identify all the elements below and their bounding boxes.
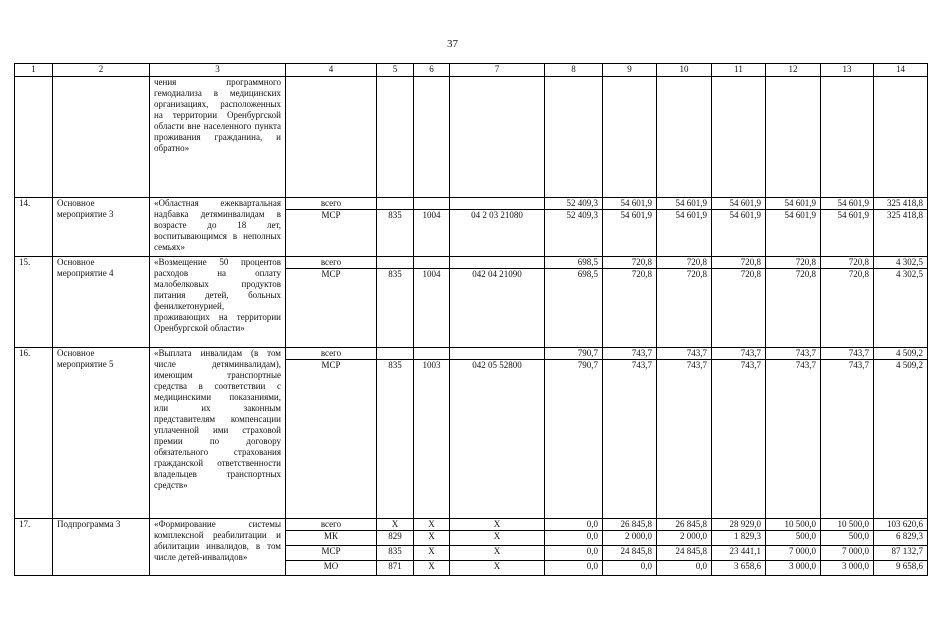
row-number: 15. bbox=[15, 257, 53, 348]
amount-cell: 54 601,9 bbox=[766, 210, 821, 257]
funding-source: МСР bbox=[286, 360, 377, 519]
amount-cell: 26 845,8 bbox=[603, 519, 657, 531]
amount-cell: 4 509,2 bbox=[874, 348, 928, 360]
amount-cell: 720,8 bbox=[821, 269, 874, 348]
column-header-row bbox=[15, 64, 928, 77]
cell-value bbox=[450, 348, 545, 360]
amount-cell: 54 601,9 bbox=[657, 210, 712, 257]
amount-cell: 7 000,0 bbox=[766, 546, 821, 561]
amount-cell: 9 658,6 bbox=[874, 561, 928, 576]
amount-cell: 743,7 bbox=[766, 348, 821, 360]
amount-cell: 10 500,0 bbox=[766, 519, 821, 531]
amount-cell: 54 601,9 bbox=[766, 198, 821, 210]
funding-source: МСР bbox=[286, 546, 377, 561]
cell-value: Х bbox=[414, 519, 450, 531]
column-header: 14 bbox=[874, 64, 928, 77]
cell-value bbox=[377, 198, 414, 210]
cell-value: 871 bbox=[377, 561, 414, 576]
row-type: Основное мероприятие 3 bbox=[53, 198, 150, 257]
cell-value: Х bbox=[450, 531, 545, 546]
amount-cell: 4 302,5 bbox=[874, 269, 928, 348]
column-header: 11 bbox=[712, 64, 766, 77]
table-row bbox=[15, 519, 928, 531]
column-header: 8 bbox=[545, 64, 603, 77]
amount-cell: 26 845,8 bbox=[657, 519, 712, 531]
funding-source: МО bbox=[286, 561, 377, 576]
amount-cell: 698,5 bbox=[545, 257, 603, 269]
row-description: «Областная ежеквартальная надбавка детяминвалидам в возрасте до 18 лет, воспитывающимся в неполных семьях» bbox=[150, 198, 286, 257]
amount-cell: 325 418,8 bbox=[874, 210, 928, 257]
continuation-description: чения программного гемодиализа в медицинских организациях, расположенных на территории Оренбургской области вне населенного пункта проживания гражданина, и обратно» bbox=[150, 77, 286, 198]
amount-cell: 24 845,8 bbox=[657, 546, 712, 561]
amount-cell: 0,0 bbox=[545, 519, 603, 531]
row-description: «Возмещение 50 процентов расходов на оплату малобелковых продуктов питания детей, больных фенилкетонурией, проживающих на территории Оренбургской области» bbox=[150, 257, 286, 348]
amount-cell: 720,8 bbox=[821, 257, 874, 269]
amount-cell: 720,8 bbox=[657, 269, 712, 348]
amount-cell: 743,7 bbox=[821, 348, 874, 360]
amount-cell: 720,8 bbox=[657, 257, 712, 269]
page-number: 37 bbox=[447, 38, 458, 50]
amount-cell: 720,8 bbox=[712, 269, 766, 348]
amount-cell: 54 601,9 bbox=[712, 210, 766, 257]
amount-cell: 54 601,9 bbox=[603, 198, 657, 210]
table-row bbox=[15, 348, 928, 360]
amount-cell: 720,8 bbox=[603, 269, 657, 348]
amount-cell: 4 302,5 bbox=[874, 257, 928, 269]
cell-value: 04 2 03 21080 bbox=[450, 210, 545, 257]
cell-value: 1004 bbox=[414, 210, 450, 257]
amount-cell: 743,7 bbox=[603, 348, 657, 360]
amount-cell: 52 409,3 bbox=[545, 198, 603, 210]
column-header: 2 bbox=[53, 64, 150, 77]
amount-cell: 743,7 bbox=[603, 360, 657, 519]
table-row bbox=[15, 257, 928, 269]
program-table bbox=[14, 63, 928, 576]
amount-cell: 1 829,3 bbox=[712, 531, 766, 546]
row-description: «Выплата инвалидам (в том числе детяминвалидам), имеющим транспортные средства в соответствии с медицинскими показаниями, или их законным представителям компенсации уплаченной ими страховой премии по договору обязательного страхования гражданской ответственности владельцев транспортных средств» bbox=[150, 348, 286, 519]
column-header: 7 bbox=[450, 64, 545, 77]
cell-value: Х bbox=[414, 561, 450, 576]
row-description: «Формирование системы комплексной реабилитации и абилитации инвалидов, в том числе детей-инвалидов» bbox=[150, 519, 286, 576]
amount-cell: 790,7 bbox=[545, 348, 603, 360]
cell-value: Х bbox=[377, 519, 414, 531]
row-type: Основное мероприятие 5 bbox=[53, 348, 150, 519]
amount-cell: 52 409,3 bbox=[545, 210, 603, 257]
cell-value: 835 bbox=[377, 360, 414, 519]
amount-cell: 720,8 bbox=[766, 257, 821, 269]
cell-value bbox=[377, 257, 414, 269]
column-header: 6 bbox=[414, 64, 450, 77]
amount-cell: 2 000,0 bbox=[603, 531, 657, 546]
cell-value: 835 bbox=[377, 210, 414, 257]
amount-cell: 103 620,6 bbox=[874, 519, 928, 531]
continuation-row bbox=[15, 77, 928, 198]
amount-cell: 4 509,2 bbox=[874, 360, 928, 519]
column-header: 5 bbox=[377, 64, 414, 77]
row-type: Подпрограмма 3 bbox=[53, 519, 150, 576]
amount-cell: 0,0 bbox=[545, 561, 603, 576]
amount-cell: 743,7 bbox=[821, 360, 874, 519]
funding-source: всего bbox=[286, 519, 377, 531]
cell-value: Х bbox=[414, 546, 450, 561]
amount-cell: 54 601,9 bbox=[821, 198, 874, 210]
amount-cell: 720,8 bbox=[766, 269, 821, 348]
cell-value bbox=[414, 257, 450, 269]
amount-cell: 743,7 bbox=[712, 360, 766, 519]
funding-source: всего bbox=[286, 348, 377, 360]
amount-cell: 720,8 bbox=[712, 257, 766, 269]
amount-cell: 743,7 bbox=[657, 348, 712, 360]
amount-cell: 720,8 bbox=[603, 257, 657, 269]
column-header: 13 bbox=[821, 64, 874, 77]
amount-cell: 0,0 bbox=[657, 561, 712, 576]
column-header: 4 bbox=[286, 64, 377, 77]
amount-cell: 0,0 bbox=[545, 531, 603, 546]
column-header: 10 bbox=[657, 64, 712, 77]
amount-cell: 24 845,8 bbox=[603, 546, 657, 561]
cell-value: 1003 bbox=[414, 360, 450, 519]
cell-value: 1004 bbox=[414, 269, 450, 348]
row-number: 14. bbox=[15, 198, 53, 257]
amount-cell: 87 132,7 bbox=[874, 546, 928, 561]
cell-value: Х bbox=[450, 546, 545, 561]
amount-cell: 3 000,0 bbox=[821, 561, 874, 576]
cell-value bbox=[377, 348, 414, 360]
column-header: 1 bbox=[15, 64, 53, 77]
funding-source: всего bbox=[286, 257, 377, 269]
amount-cell: 3 000,0 bbox=[766, 561, 821, 576]
amount-cell: 10 500,0 bbox=[821, 519, 874, 531]
cell-value: Х bbox=[450, 519, 545, 531]
funding-source: всего bbox=[286, 198, 377, 210]
cell-value bbox=[414, 198, 450, 210]
amount-cell: 500,0 bbox=[766, 531, 821, 546]
cell-value: Х bbox=[414, 531, 450, 546]
cell-value: Х bbox=[450, 561, 545, 576]
cell-value bbox=[414, 348, 450, 360]
amount-cell: 54 601,9 bbox=[712, 198, 766, 210]
table-row bbox=[15, 198, 928, 210]
cell-value: 829 bbox=[377, 531, 414, 546]
column-header: 12 bbox=[766, 64, 821, 77]
amount-cell: 2 000,0 bbox=[657, 531, 712, 546]
amount-cell: 743,7 bbox=[766, 360, 821, 519]
cell-value bbox=[450, 257, 545, 269]
amount-cell: 54 601,9 bbox=[603, 210, 657, 257]
row-number: 17. bbox=[15, 519, 53, 576]
amount-cell: 3 658,6 bbox=[712, 561, 766, 576]
funding-source: МСР bbox=[286, 269, 377, 348]
amount-cell: 325 418,8 bbox=[874, 198, 928, 210]
cell-value: 042 04 21090 bbox=[450, 269, 545, 348]
row-number: 16. bbox=[15, 348, 53, 519]
amount-cell: 500,0 bbox=[821, 531, 874, 546]
row-type: Основное мероприятие 4 bbox=[53, 257, 150, 348]
amount-cell: 743,7 bbox=[712, 348, 766, 360]
amount-cell: 28 929,0 bbox=[712, 519, 766, 531]
amount-cell: 0,0 bbox=[545, 546, 603, 561]
cell-value: 835 bbox=[377, 269, 414, 348]
amount-cell: 7 000,0 bbox=[821, 546, 874, 561]
cell-value: 042 05 52800 bbox=[450, 360, 545, 519]
cell-value: 835 bbox=[377, 546, 414, 561]
amount-cell: 743,7 bbox=[657, 360, 712, 519]
column-header: 3 bbox=[150, 64, 286, 77]
column-header: 9 bbox=[603, 64, 657, 77]
amount-cell: 0,0 bbox=[603, 561, 657, 576]
amount-cell: 790,7 bbox=[545, 360, 603, 519]
amount-cell: 698,5 bbox=[545, 269, 603, 348]
amount-cell: 54 601,9 bbox=[657, 198, 712, 210]
funding-source: МК bbox=[286, 531, 377, 546]
cell-value bbox=[450, 198, 545, 210]
amount-cell: 6 829,3 bbox=[874, 531, 928, 546]
amount-cell: 54 601,9 bbox=[821, 210, 874, 257]
funding-source: МСР bbox=[286, 210, 377, 257]
amount-cell: 23 441,1 bbox=[712, 546, 766, 561]
